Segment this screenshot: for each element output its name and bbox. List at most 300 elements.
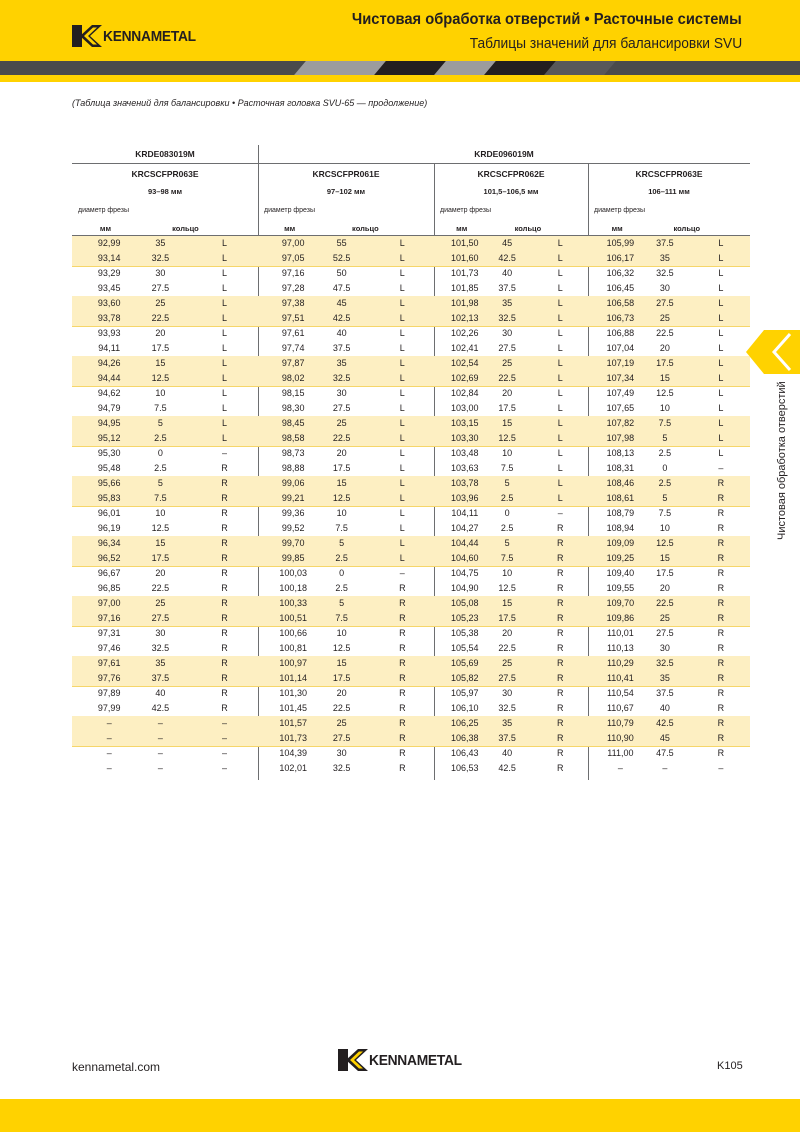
ring-value-cell: 2.5 [658,478,672,488]
ring-value-cell: 45 [659,733,670,743]
ring-side-cell: R [557,553,564,563]
column-header-mm: мм [99,224,112,233]
cutter-diameter-cell: 97,16 [281,268,305,278]
diameter-label: диаметр фрезы [440,207,492,214]
ring-side-cell: L [399,448,405,458]
ring-side-cell: R [717,703,725,713]
cutter-diameter-cell: 98,45 [281,418,305,428]
ring-value-cell: 5 [157,418,163,428]
ring-side-cell: L [221,388,227,398]
cutter-diameter-cell: 110,29 [606,658,634,668]
cutter-diameter-cell: 99,36 [281,508,305,518]
cutter-diameter-cell: 101,30 [279,688,307,698]
ring-side-cell: L [221,418,227,428]
section-tab-label: Чистовая обработка отверстий [776,381,788,540]
ring-side-cell: L [221,268,227,278]
cutter-diameter-cell: 103,48 [451,448,479,458]
ring-side-cell: L [221,253,227,263]
ring-value-cell: 22.5 [151,583,170,593]
cutter-model: KRCSCFPR061E [312,169,380,179]
cutter-diameter-cell: 97,61 [97,658,121,668]
cutter-diameter-cell: 101,14 [279,673,307,683]
ring-side-cell: L [718,448,724,458]
cutter-diameter-cell: 94,79 [97,403,121,413]
cutter-diameter-cell: 99,52 [281,523,305,533]
cutter-diameter-cell: 99,21 [281,493,305,503]
cutter-diameter-cell: 100,81 [279,643,307,653]
ring-side-cell: R [717,748,725,758]
diameter-range: 101,5–106,5 мм [483,187,539,196]
table-row [72,746,750,761]
kennametal-k-icon [72,25,102,47]
cutter-diameter-cell: 108,31 [606,463,635,473]
ring-side-cell: – [557,508,563,518]
ring-value-cell: 10 [659,523,670,533]
cutter-diameter-cell: 101,85 [451,283,479,293]
ring-side-cell: L [399,328,405,338]
ring-side-cell: L [557,268,563,278]
ring-value-cell: – [157,718,163,728]
ring-side-cell: R [221,703,228,713]
ring-value-cell: 45 [336,298,347,308]
ring-side-cell: L [221,328,227,338]
cutter-diameter-cell: 101,60 [451,253,479,263]
cutter-diameter-cell: 102,41 [451,343,479,353]
ring-value-cell: 37.5 [498,283,516,293]
table-row [72,476,750,491]
cutter-diameter-cell: 105,69 [451,658,479,668]
cutter-diameter-cell: 109,55 [606,583,635,593]
ring-value-cell: 50 [336,268,347,278]
ring-value-cell: 35 [155,658,166,668]
ring-value-cell: – [157,763,163,773]
ring-value-cell: 2.5 [500,493,514,503]
cutter-diameter-cell: 100,97 [279,658,307,668]
ring-value-cell: 22.5 [332,433,351,443]
body-group-header: KRDE083019M [135,149,195,159]
ring-value-cell: 32.5 [332,373,351,383]
cutter-diameter-cell: 93,93 [97,328,121,338]
ring-value-cell: 0 [504,508,510,518]
table-row [72,446,750,461]
ring-side-cell: L [557,448,563,458]
footer-kennametal-logo [338,1049,470,1071]
ring-side-cell: R [557,583,564,593]
ring-side-cell: L [399,343,405,353]
cutter-diameter-cell: 111,00 [607,748,634,758]
ring-value-cell: – [157,733,163,743]
table-row [72,386,750,401]
cutter-diameter-cell: 101,45 [279,703,307,713]
ring-side-cell: R [557,658,564,668]
ring-side-cell: R [221,628,228,638]
ring-value-cell: 15 [336,658,347,668]
ring-side-cell: L [718,328,724,338]
ring-value-cell: 17.5 [656,568,674,578]
ring-side-cell: R [399,733,406,743]
cutter-diameter-cell: 108,79 [606,508,635,518]
table-row [72,551,750,566]
cutter-diameter-cell: 100,18 [279,583,307,593]
ring-value-cell: 7.5 [154,403,167,413]
ring-value-cell: 27.5 [656,628,674,638]
ring-value-cell: 27.5 [656,298,674,308]
cutter-diameter-cell: 103,15 [451,418,479,428]
table-caption: (Таблица значений для балансировки • Расточная головка SVU-65 — продолжение) [72,98,428,108]
ring-value-cell: 40 [155,688,166,698]
ring-value-cell: 30 [502,688,513,698]
ring-side-cell: L [718,388,724,398]
cutter-diameter-cell: – [617,763,623,773]
cutter-diameter-cell: 97,99 [97,703,121,713]
cutter-diameter-cell: 107,04 [606,343,635,353]
ring-value-cell: 25 [502,658,513,668]
column-header-mm: мм [611,224,623,233]
ring-side-cell: – [221,718,227,728]
ring-side-cell: L [399,388,405,398]
cutter-diameter-cell: 105,08 [451,598,479,608]
header-stripe [0,61,800,75]
ring-value-cell: 12.5 [151,523,170,533]
ring-side-cell: – [221,733,227,743]
cutter-diameter-cell: 103,78 [451,478,479,488]
ring-value-cell: 25 [155,598,166,608]
cutter-diameter-cell: 97,51 [281,313,305,323]
ring-value-cell: 32.5 [332,763,351,773]
ring-value-cell: 30 [336,388,347,398]
table-row [72,671,750,686]
ring-side-cell: L [399,373,405,383]
ring-side-cell: L [221,313,227,323]
ring-value-cell: 15 [659,553,670,563]
cutter-diameter-cell: 104,11 [451,508,479,518]
cutter-diameter-cell: 93,29 [97,268,121,278]
ring-value-cell: 7.5 [500,553,514,563]
kennametal-logo [72,25,204,47]
cutter-diameter-cell: 97,76 [97,673,121,683]
ring-side-cell: L [221,373,227,383]
table-row [72,371,750,386]
cutter-diameter-cell: 100,03 [279,568,307,578]
cutter-diameter-cell: 109,70 [606,598,635,608]
ring-value-cell: 30 [659,643,670,653]
ring-value-cell: 5 [157,478,163,488]
logo-wordmark: KENNAMETAL [369,1051,462,1069]
cutter-diameter-cell: 106,58 [606,298,635,308]
ring-side-cell: R [221,688,228,698]
ring-value-cell: 30 [155,268,166,278]
ring-side-cell: L [557,433,563,443]
ring-side-cell: R [221,658,228,668]
cutter-diameter-cell: 107,19 [606,358,635,368]
cutter-diameter-cell: 99,85 [281,553,305,563]
page-subtitle: Таблицы значений для балансировки SVU [469,35,742,52]
cutter-diameter-cell: 106,43 [451,748,479,758]
cutter-diameter-cell: 101,98 [451,298,479,308]
ring-value-cell: 2.5 [335,583,348,593]
cutter-diameter-cell: 104,60 [451,553,479,563]
ring-value-cell: 25 [502,358,513,368]
ring-value-cell: 0 [662,463,668,473]
cutter-model: KRCSCFPR063E [635,169,703,179]
table-row [72,251,750,266]
cutter-diameter-cell: 107,82 [606,418,635,428]
ring-value-cell: 37.5 [656,688,674,698]
ring-side-cell: R [557,703,564,713]
cutter-diameter-cell: 106,88 [606,328,635,338]
ring-value-cell: 20 [155,328,166,338]
ring-side-cell: R [221,508,228,518]
ring-side-cell: R [557,643,564,653]
ring-side-cell: L [399,493,405,503]
ring-value-cell: 10 [336,628,347,638]
ring-side-cell: R [221,643,228,653]
cutter-diameter-cell: 106,17 [606,253,635,263]
ring-side-cell: L [557,283,563,293]
ring-value-cell: 37.5 [151,673,170,683]
cutter-diameter-cell: 110,01 [606,628,634,638]
ring-side-cell: R [557,613,564,623]
ring-value-cell: 30 [502,328,513,338]
ring-value-cell: 7.5 [658,508,672,518]
cutter-diameter-cell: 100,51 [279,613,307,623]
ring-side-cell: L [557,478,563,488]
ring-side-cell: R [557,598,564,608]
cutter-diameter-cell: 102,69 [451,373,479,383]
cutter-diameter-cell: 97,28 [281,283,305,293]
cutter-diameter-cell: 105,38 [451,628,479,638]
diameter-range: 97–102 мм [326,187,366,196]
ring-value-cell: 12.5 [332,643,351,653]
cutter-diameter-cell: 106,45 [606,283,635,293]
ring-side-cell: L [718,298,724,308]
table-row [72,536,750,551]
footer-bar [0,1099,800,1132]
section-tab[interactable] [746,330,800,374]
ring-value-cell: 22.5 [656,328,674,338]
ring-side-cell: – [221,748,227,758]
ring-side-cell: R [557,733,564,743]
table-row [72,701,750,716]
ring-side-cell: L [557,403,563,413]
ring-value-cell: 7.5 [335,613,348,623]
ring-value-cell: 25 [155,298,166,308]
ring-value-cell: 7.5 [500,463,514,473]
table-row [72,296,750,311]
table-row [72,731,750,746]
ring-side-cell: R [221,538,228,548]
ring-value-cell: 35 [659,673,670,683]
ring-value-cell: – [662,763,668,773]
ring-value-cell: 32.5 [656,658,674,668]
table-row [72,461,750,476]
body-group-header: KRDE096019M [474,149,534,159]
ring-side-cell: L [399,553,405,563]
ring-value-cell: 15 [336,478,347,488]
ring-side-cell: R [221,493,228,503]
ring-value-cell: 27.5 [332,733,351,743]
ring-side-cell: L [718,238,724,248]
page-title: Чистовая обработка отверстий • Расточные системы [352,11,742,28]
ring-side-cell: L [221,433,227,443]
cutter-diameter-cell: 109,86 [606,613,635,623]
ring-value-cell: 15 [155,358,166,368]
ring-value-cell: 40 [659,703,670,713]
ring-side-cell: L [557,343,563,353]
ring-value-cell: 5 [339,538,345,548]
ring-side-cell: R [399,643,406,653]
cutter-diameter-cell: 106,32 [606,268,635,278]
cutter-model: KRCSCFPR063E [131,169,199,179]
cutter-diameter-cell: 101,73 [279,733,307,743]
ring-value-cell: 15 [502,598,513,608]
ring-side-cell: R [557,628,564,638]
cutter-diameter-cell: 109,09 [606,538,635,548]
ring-side-cell: R [399,613,406,623]
cutter-diameter-cell: 102,01 [279,763,307,773]
diameter-range: 93–98 мм [147,187,183,196]
table-row [72,326,750,341]
column-header-ring: кольцо [172,224,199,233]
ring-side-cell: L [399,433,405,443]
cutter-diameter-cell: 94,62 [97,388,121,398]
ring-value-cell: 40 [502,268,513,278]
ring-value-cell: 32.5 [498,703,516,713]
ring-value-cell: 10 [502,448,513,458]
column-header-ring: кольцо [673,224,701,233]
cutter-diameter-cell: 107,49 [606,388,635,398]
ring-side-cell: L [221,298,227,308]
ring-value-cell: 17.5 [332,463,351,473]
cutter-diameter-cell: 98,58 [281,433,305,443]
ring-side-cell: R [717,568,725,578]
ring-side-cell: R [221,523,228,533]
cutter-diameter-cell: 97,00 [97,598,121,608]
cutter-diameter-cell: 104,27 [451,523,479,533]
ring-value-cell: 5 [662,493,668,503]
ring-value-cell: 5 [504,478,510,488]
table-row [72,281,750,296]
ring-side-cell: R [399,718,406,728]
cutter-diameter-cell: 98,15 [281,388,305,398]
cutter-diameter-cell: 98,88 [281,463,305,473]
cutter-diameter-cell: 110,41 [606,673,634,683]
cutter-diameter-cell: – [106,748,112,758]
cutter-diameter-cell: 97,38 [281,298,305,308]
ring-side-cell: R [717,583,725,593]
ring-side-cell: L [718,358,724,368]
ring-value-cell: 2.5 [658,448,672,458]
cutter-diameter-cell: – [106,718,112,728]
ring-side-cell: R [557,538,564,548]
ring-value-cell: 20 [336,688,347,698]
ring-value-cell: 27.5 [151,613,170,623]
cutter-diameter-cell: 93,45 [97,283,121,293]
ring-side-cell: L [557,298,563,308]
ring-value-cell: 12.5 [498,583,516,593]
ring-value-cell: 40 [336,328,347,338]
ring-side-cell: L [399,478,405,488]
ring-value-cell: 30 [659,283,670,293]
cutter-diameter-cell: 97,46 [97,643,121,653]
ring-value-cell: 2.5 [154,433,167,443]
ring-value-cell: 37.5 [498,733,516,743]
cutter-diameter-cell: 101,50 [451,238,479,248]
ring-value-cell: 30 [336,748,347,758]
ring-value-cell: 42.5 [498,763,516,773]
ring-side-cell: L [718,403,724,413]
cutter-diameter-cell: 104,75 [451,568,479,578]
ring-side-cell: L [399,403,405,413]
ring-value-cell: 12.5 [498,433,516,443]
ring-side-cell: L [399,253,405,263]
cutter-diameter-cell: 97,31 [97,628,121,638]
ring-value-cell: 20 [502,388,513,398]
ring-side-cell: R [221,463,228,473]
ring-side-cell: R [399,688,406,698]
ring-value-cell: 40 [502,748,513,758]
table-row [72,266,750,281]
cutter-diameter-cell: 108,61 [606,493,635,503]
ring-side-cell: R [557,688,564,698]
ring-side-cell: L [399,523,405,533]
ring-value-cell: 7.5 [335,523,348,533]
table-row [72,656,750,671]
cutter-diameter-cell: 102,54 [451,358,479,368]
cutter-diameter-cell: – [106,763,112,773]
footer-url-link[interactable]: kennametal.com [72,1060,161,1074]
ring-side-cell: R [717,658,725,668]
ring-side-cell: L [557,463,563,473]
cutter-diameter-cell: 94,26 [97,358,121,368]
cutter-diameter-cell: 107,98 [606,433,635,443]
ring-side-cell: L [557,253,563,263]
cutter-diameter-cell: 97,89 [97,688,121,698]
ring-side-cell: L [221,283,227,293]
ring-side-cell: L [221,238,227,248]
ring-value-cell: 42.5 [498,253,516,263]
ring-value-cell: 5 [339,598,345,608]
cutter-diameter-cell: 97,87 [281,358,305,368]
ring-value-cell: 55 [336,238,347,248]
table-row [72,716,750,731]
cutter-diameter-cell: 103,30 [451,433,479,443]
column-header-ring: кольцо [514,224,542,233]
cutter-diameter-cell: 98,73 [281,448,305,458]
ring-value-cell: 12.5 [656,388,674,398]
ring-value-cell: 30 [155,628,166,638]
ring-value-cell: 20 [336,448,347,458]
ring-side-cell: R [717,643,725,653]
cutter-diameter-cell: 105,54 [451,643,479,653]
ring-side-cell: L [718,418,724,428]
ring-value-cell: 27.5 [151,283,170,293]
ring-side-cell: – [718,463,724,473]
ring-value-cell: 2.5 [500,523,514,533]
ring-value-cell: 17.5 [656,358,674,368]
column-header-mm: мм [456,224,468,233]
ring-side-cell: R [399,658,406,668]
ring-value-cell: 27.5 [498,673,516,683]
ring-value-cell: 22.5 [332,703,351,713]
ring-side-cell: L [399,508,405,518]
ring-value-cell: 10 [659,403,670,413]
table-row [72,641,750,656]
ring-side-cell: R [557,568,564,578]
cutter-diameter-cell: 105,99 [606,238,635,248]
ring-side-cell: R [221,568,228,578]
cutter-diameter-cell: 110,13 [606,643,634,653]
